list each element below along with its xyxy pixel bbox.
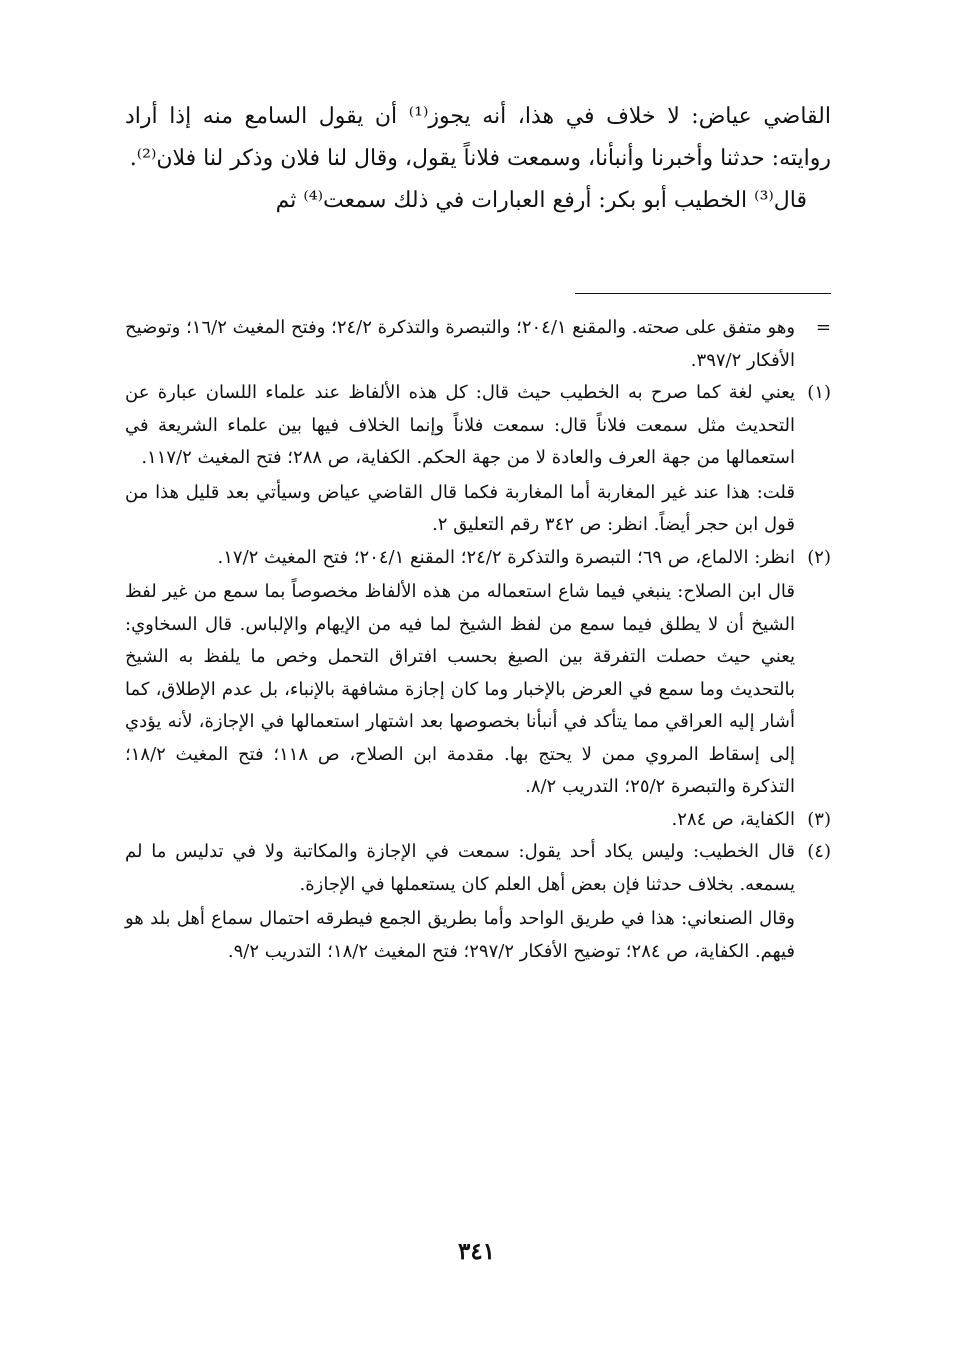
footnote-text: قلت: هذا عند غير المغاربة أما المغاربة فكما قال القاضي عياض وسيأتي بعد قليل هذا من قول ابن حجر أيضاً. انظر: ص ٣٤٢ رقم التعليق ٢. — [125, 481, 795, 535]
footnote-text: انظر: الالماع، ص ٦٩؛ التبصرة والتذكرة ٢٤/٢؛ المقنع ٢٠٤/١؛ فتح المغيث ١٧/٢. — [217, 546, 795, 568]
main-text — [125, 96, 831, 222]
footnote-text: قال الخطيب: وليس يكاد أحد يقول: سمعت في الإجازة والمكاتبة ولا في تدليس ما لم يسمعه. بخلاف حدثنا فإن بعض أهل العلم كان يستعملها في الإجازة. — [125, 841, 795, 895]
footnote-text: وقال الصنعاني: هذا في طريق الواحد وأما بطريق الجمع فيطرقه احتمال سماع أهل بلد هو فيهم. الكفاية، ص ٢٨٤؛ توضيح الأفكار ٢٩٧/٢؛ فتح المغيث ١٨/٢؛ التدريب ٩/٢. — [125, 908, 795, 962]
footnote-3 — [125, 804, 831, 837]
footnote-continued — [125, 312, 831, 377]
footnote-4 — [125, 836, 831, 968]
footnote-text: قال ابن الصلاح: ينبغي فيما شاع استعماله من هذه الألفاظ مخصوصاً بما سمع من غير لفظ الشيخ أن لا يطلق فيما سمع من لفظ الشيخ لما فيه من الإيهام والإلباس. قال السخاوي: يعني حيث حصلت التفرقة بين الصيغ بحسب افتراق التحمل وخص ما يلفظ به الشيخ بالتحديث وما سمع في العرض بالإخبار وما كان إجازة مشافهة بالإنباء، بل عدم الإطلاق، كما أشار إليه العراقي مما يتأكد في أنبأنا بخصوصها بعد اشتهار استعمالها في الإجازة، لأنه يؤدي إلى إسقاط المروي ممن لا يحتج بها. مقدمة ابن الصلاح، ص ١١٨؛ فتح المغيث ١٨/٢؛ التذكرة والتبصرة ٢٥/٢؛ التدريب ٨/٢. — [125, 581, 795, 797]
page-number: ٣٤١ — [457, 1238, 496, 1265]
footnote-text: يعني لغة كما صرح به الخطيب حيث قال: كل هذه الألفاظ عند علماء اللسان عبارة عن التحديث مثل سمعت فلاناً قال: سمعت فلاناً وإنما الخلاف فيها بين علماء الشريعة في استعمالها من جهة العرف والعادة لا من جهة الحكم. الكفاية، ص ٢٨٨؛ فتح المغيث ١١٧/٢. — [125, 382, 796, 468]
footnote-2 — [125, 542, 831, 804]
main-paragraph-2: قال⁽³⁾ الخطيب أبو بكر: أرفع العبارات في ذلك سمعت⁽⁴⁾ ثم — [275, 188, 807, 213]
footnote-1 — [125, 377, 831, 542]
footnote-marker: = — [815, 317, 831, 338]
footnote-text: وهو متفق على صحته. والمقنع ٢٠٤/١؛ والتبصرة والتذكرة ٢٤/٢؛ وفتح المغيث ١٦/٢؛ وتوضيح الأفكار ٣٩٧/٢. — [125, 317, 796, 371]
main-paragraph-1: القاضي عياض: لا خلاف في هذا، أنه يجوز⁽¹⁾ أن يقول السامع منه إذا أراد روايته: حدثنا وأخبرنا وأنبأنا، وسمعت فلاناً يقول، وقال لنا فلان وذكر لنا فلان⁽²⁾. — [125, 104, 831, 171]
footnote-separator — [575, 293, 831, 294]
footnote-marker: (٣) — [807, 808, 831, 830]
footnote-marker: (٤) — [807, 841, 831, 862]
footnote-marker: (٢) — [807, 546, 831, 568]
footnote-text: الكفاية، ص ٢٨٤. — [671, 808, 795, 830]
footnote-marker: (١) — [807, 382, 831, 403]
footnotes — [125, 312, 831, 968]
